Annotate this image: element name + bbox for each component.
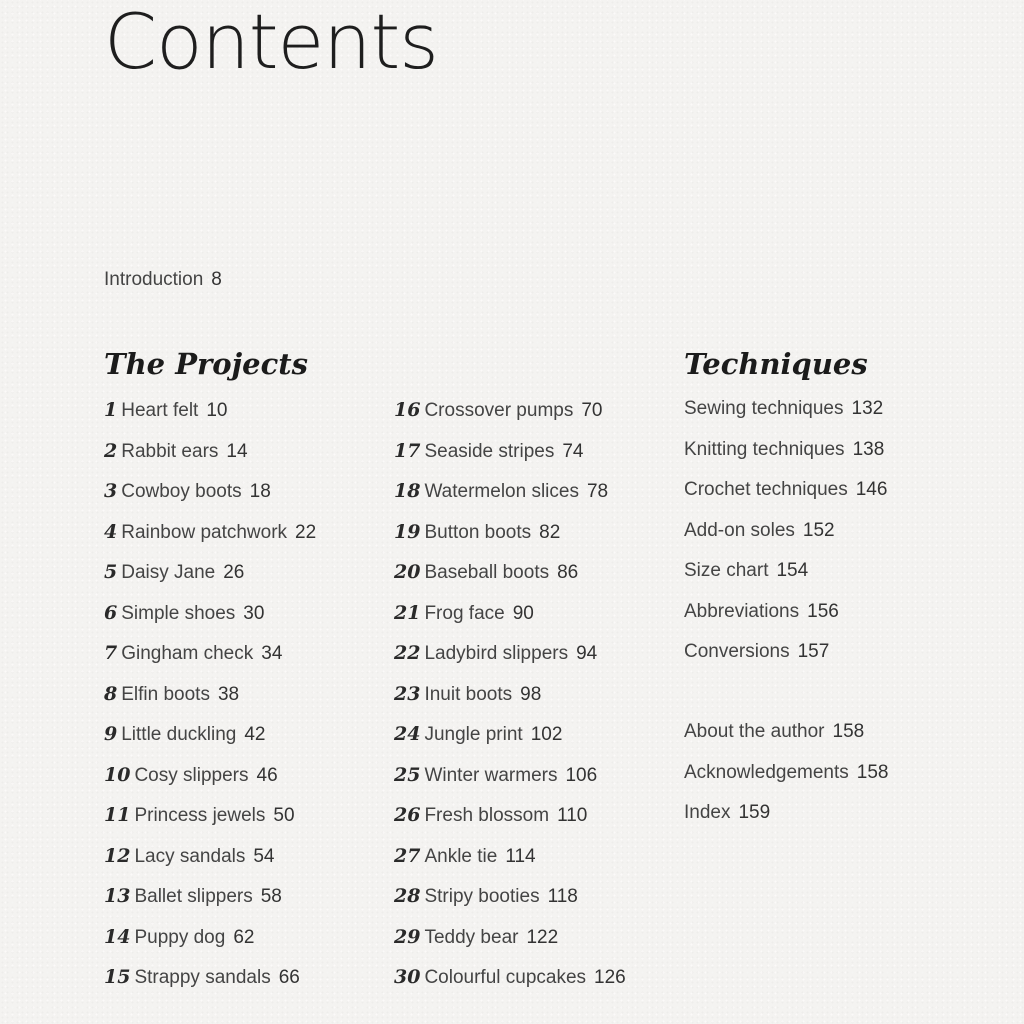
toc-entry-number: 18 [394, 480, 421, 502]
techniques-heading: Techniques [684, 347, 868, 381]
toc-entry-page: 152 [802, 519, 835, 541]
toc-entry-title: Jungle print [424, 724, 523, 745]
toc-entry-page: 94 [576, 643, 598, 664]
toc-entry-page: 110 [557, 805, 588, 826]
toc-entry-page: 102 [530, 724, 563, 745]
toc-entry-page: 132 [851, 398, 884, 419]
toc-entry[interactable] [394, 512, 626, 553]
toc-entry-number: 2 [104, 439, 118, 462]
toc-entry-number: 8 [104, 682, 118, 705]
toc-entry-title: Abbreviations [684, 600, 800, 622]
toc-entry[interactable] [684, 753, 888, 794]
toc-entry-page: 157 [797, 641, 830, 662]
page-title: Contents [104, 0, 438, 86]
toc-entry-page: 66 [278, 967, 300, 988]
toc-entry-page: 126 [594, 967, 626, 988]
toc-entry-page: 118 [547, 886, 578, 907]
toc-entry-page: 62 [233, 926, 255, 948]
toc-entry-introduction[interactable] [104, 268, 222, 292]
toc-entry-page: 159 [738, 802, 771, 823]
toc-entry-title: Introduction [104, 269, 204, 290]
toc-entry-title: Cowboy boots [121, 481, 242, 502]
toc-entry-number: 1 [104, 399, 118, 421]
toc-entry[interactable] [104, 714, 316, 755]
toc-entry[interactable] [104, 876, 316, 917]
toc-entry-title: About the author [684, 721, 825, 742]
toc-entry[interactable] [684, 793, 888, 834]
toc-entry-title: Daisy Jane [121, 562, 216, 583]
toc-entry-number: 10 [104, 763, 131, 786]
toc-entry-title: Watermelon slices [424, 481, 579, 502]
toc-entry[interactable] [394, 917, 626, 958]
toc-entry-page: 146 [855, 479, 888, 500]
back-matter-list [684, 712, 888, 834]
toc-entry[interactable] [104, 471, 316, 512]
toc-entry-page: 90 [512, 602, 534, 624]
toc-entry-title: Size chart [684, 560, 769, 581]
toc-entry[interactable] [394, 795, 626, 836]
toc-entry-number: 4 [104, 520, 118, 543]
toc-entry-title: Rainbow patchwork [121, 521, 288, 543]
toc-entry-number: 20 [394, 561, 421, 583]
toc-entry[interactable] [394, 957, 626, 998]
toc-entry-page: 122 [526, 926, 559, 948]
toc-entry-title: Strappy sandals [134, 967, 271, 988]
toc-entry-page: 38 [217, 683, 240, 705]
toc-entry[interactable] [104, 917, 316, 958]
toc-entry-title: Heart felt [121, 400, 199, 421]
toc-entry-page: 46 [256, 764, 278, 786]
toc-entry-page: 138 [852, 438, 885, 460]
toc-entry[interactable] [394, 714, 626, 755]
toc-entry-title: Puppy dog [134, 926, 226, 948]
toc-entry-number: 30 [394, 966, 421, 988]
toc-entry-title: Crossover pumps [424, 400, 574, 421]
toc-entry-page: 50 [273, 805, 295, 826]
toc-entry-number: 16 [394, 399, 421, 421]
projects-list-column-2 [394, 390, 626, 998]
toc-entry-number: 5 [104, 561, 118, 583]
toc-entry[interactable] [104, 755, 316, 796]
toc-entry-title: Sewing techniques [684, 398, 844, 419]
toc-entry-title: Ladybird slippers [424, 643, 569, 664]
toc-entry[interactable] [104, 674, 316, 715]
toc-entry[interactable] [104, 593, 316, 634]
toc-entry-number: 7 [104, 642, 118, 664]
toc-entry-title: Add-on soles [684, 519, 795, 541]
toc-entry[interactable] [394, 593, 626, 634]
toc-entry-title: Winter warmers [424, 764, 558, 786]
toc-entry-page: 158 [832, 721, 865, 742]
toc-entry-number: 11 [104, 804, 131, 826]
toc-entry-page: 154 [776, 560, 809, 581]
toc-entry[interactable] [394, 552, 626, 593]
toc-entry[interactable] [104, 431, 316, 472]
toc-entry-title: Rabbit ears [121, 440, 219, 462]
toc-entry-page: 42 [244, 724, 266, 745]
toc-entry-page: 74 [562, 440, 584, 462]
toc-entry-page: 22 [295, 521, 317, 543]
toc-entry-page: 8 [211, 269, 222, 290]
toc-entry[interactable] [684, 551, 887, 592]
toc-entry-title: Index [684, 802, 731, 823]
toc-entry-number: 15 [104, 966, 131, 988]
toc-entry-title: Baseball boots [424, 562, 550, 583]
toc-entry-page: 70 [581, 400, 603, 421]
toc-entry[interactable] [104, 390, 316, 431]
toc-entry-title: Knitting techniques [684, 438, 845, 460]
toc-entry-number: 26 [394, 804, 421, 826]
toc-entry-number: 14 [104, 925, 131, 948]
toc-entry[interactable] [684, 712, 888, 753]
toc-entry[interactable] [394, 471, 626, 512]
toc-entry[interactable] [104, 836, 316, 877]
toc-entry-title: Lacy sandals [134, 845, 246, 867]
toc-entry-title: Stripy booties [424, 886, 540, 907]
toc-entry-page: 10 [206, 400, 228, 421]
toc-entry[interactable] [104, 633, 316, 674]
toc-entry[interactable] [394, 390, 626, 431]
toc-entry[interactable] [684, 632, 887, 673]
toc-entry-number: 27 [394, 844, 421, 867]
toc-entry-page: 18 [249, 481, 271, 502]
toc-entry-number: 29 [394, 925, 421, 948]
toc-entry-title: Simple shoes [121, 602, 236, 624]
toc-entry-title: Inuit boots [424, 683, 513, 705]
toc-entry[interactable] [394, 633, 626, 674]
toc-entry-page: 34 [261, 643, 283, 664]
toc-entry-number: 17 [394, 439, 421, 462]
toc-entry-title: Gingham check [121, 643, 254, 664]
toc-entry[interactable] [684, 592, 887, 633]
toc-entry-number: 19 [394, 520, 421, 543]
toc-entry-title: Elfin boots [121, 683, 210, 705]
toc-entry-number: 3 [104, 480, 118, 502]
toc-entry-number: 24 [394, 723, 421, 745]
toc-entry-title: Teddy bear [424, 926, 519, 948]
toc-entry-title: Acknowledgements [684, 761, 849, 783]
toc-entry-number: 21 [394, 601, 421, 624]
projects-list-column-1 [104, 390, 316, 998]
toc-entry-page: 114 [505, 845, 536, 867]
toc-entry[interactable] [394, 755, 626, 796]
toc-entry-number: 6 [104, 601, 118, 624]
toc-entry-number: 28 [394, 885, 421, 907]
projects-heading: The Projects [104, 347, 308, 381]
toc-entry[interactable] [684, 430, 887, 471]
toc-entry[interactable] [104, 795, 316, 836]
toc-entry-title: Colourful cupcakes [424, 967, 587, 988]
toc-entry-page: 26 [223, 562, 245, 583]
toc-entry-page: 158 [856, 761, 889, 783]
toc-entry-page: 82 [539, 521, 561, 543]
toc-entry-page: 14 [226, 440, 248, 462]
toc-entry-page: 106 [565, 764, 598, 786]
toc-entry-title: Crochet techniques [684, 479, 848, 500]
toc-entry-page: 156 [807, 600, 839, 622]
toc-entry-title: Conversions [684, 641, 790, 662]
toc-entry-title: Frog face [424, 602, 505, 624]
toc-entry-page: 78 [586, 481, 609, 502]
toc-entry-title: Button boots [424, 521, 532, 543]
toc-entry-number: 9 [104, 723, 118, 745]
toc-entry-title: Cosy slippers [134, 764, 249, 786]
toc-entry-title: Ankle tie [424, 845, 498, 867]
toc-entry-number: 25 [394, 763, 421, 786]
toc-entry[interactable] [394, 431, 626, 472]
toc-entry-page: 30 [243, 602, 265, 624]
toc-entry-page: 58 [260, 886, 282, 907]
toc-entry-page: 54 [253, 845, 275, 867]
toc-entry[interactable] [104, 957, 316, 998]
toc-entry-number: 13 [104, 885, 131, 907]
toc-entry-title: Fresh blossom [424, 805, 550, 826]
toc-entry-page: 86 [557, 562, 579, 583]
toc-entry[interactable] [104, 552, 316, 593]
toc-entry-number: 23 [394, 682, 421, 705]
toc-entry[interactable] [394, 836, 626, 877]
toc-entry[interactable] [684, 470, 887, 511]
toc-entry[interactable] [394, 876, 626, 917]
techniques-list [684, 389, 887, 673]
toc-entry-number: 22 [394, 642, 421, 664]
toc-entry-title: Seaside stripes [424, 440, 555, 462]
toc-entry-title: Princess jewels [134, 805, 266, 826]
toc-entry-title: Little duckling [121, 724, 237, 745]
toc-entry[interactable] [684, 511, 887, 552]
toc-entry[interactable] [104, 512, 316, 553]
toc-entry-title: Ballet slippers [134, 886, 253, 907]
toc-entry[interactable] [684, 389, 887, 430]
toc-entry[interactable] [394, 674, 626, 715]
toc-entry-page: 98 [520, 683, 542, 705]
toc-entry-number: 12 [104, 844, 131, 867]
